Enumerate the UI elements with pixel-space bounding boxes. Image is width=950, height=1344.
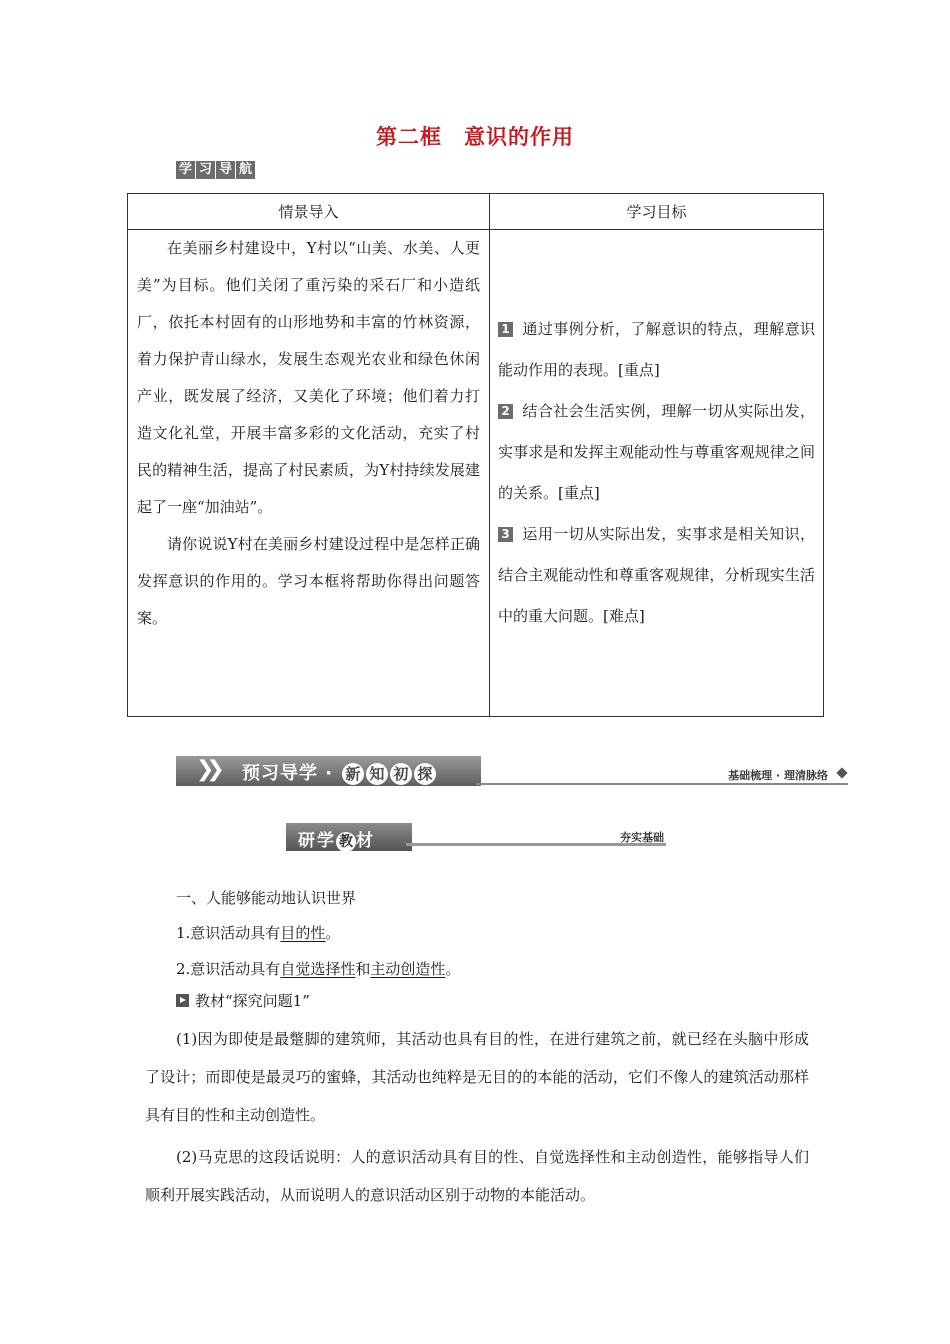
circled-char: 教 <box>336 832 356 852</box>
number-badge-icon: 3 <box>498 527 513 542</box>
scenario-question: 请你说说Y村在美丽乡村建设过程中是怎样正确发挥意识的作用的。学习本框将帮助你得出问题答案。 <box>137 535 480 627</box>
underlined-term: 主动创造性 <box>370 960 446 978</box>
tag-char: 学 <box>176 161 195 179</box>
title-part1: 第二框 <box>376 125 442 149</box>
point-text: 。 <box>445 960 461 978</box>
study-guide-tag <box>176 161 255 179</box>
double-chevron-icon: ❯❯ <box>196 757 217 782</box>
number-badge-icon: 1 <box>498 322 513 337</box>
page-title <box>0 121 950 151</box>
point-text: 1.意识活动具有 <box>176 924 281 942</box>
circled-char: 知 <box>366 763 388 785</box>
point-text: 和 <box>355 960 371 978</box>
banner-rule <box>476 783 848 785</box>
material-label <box>176 990 310 1011</box>
section-heading: 一、人能够能动地认识世界 <box>176 889 357 907</box>
tag-char: 导 <box>216 161 235 179</box>
banner-text: 预习导学 <box>242 763 318 784</box>
answer-2: (2)马克思的这段话说明：人的意识活动具有目的性、自觉选择性和主动创造性，能够指导人们顺利开展实践活动，从而说明人的意识活动区别于动物的本能活动。 <box>145 1148 809 1204</box>
banner-subtitle: 基础梳理 · 理清脉络 <box>728 769 828 782</box>
diamond-icon <box>836 767 847 778</box>
underlined-term: 目的性 <box>280 924 326 942</box>
goal-text: 结合社会生活实例，理解一切从实际出发，实事求是和发挥主观能动性与尊重客观规律之间的关系。[重点] <box>498 402 815 502</box>
circled-char: 初 <box>390 763 412 785</box>
scenario-paragraph: 在美丽乡村建设中，Y村以“山美、水美、人更美”为目标。他们关闭了重污染的采石厂和小造纸厂，依托本村固有的山形地势和丰富的竹林资源，着力保护青山绿水，发展生态观光农业和绿色休闲产业，既发展了经济，又美化了环境；他们着力打造文化礼堂，开展丰富多彩的文化活动，充实了村民的精神生活，提高了村民素质，为Y村持续发展建起了一座“加油站”。 <box>137 239 480 516</box>
banner-text: 学 <box>317 831 336 851</box>
goal-item <box>498 391 815 514</box>
title-part2: 意识的作用 <box>464 125 574 149</box>
circled-char: 探 <box>414 763 436 785</box>
goal-text: 运用一切从实际出发，实事求是相关知识，结合主观能动性和尊重客观规律，分析现实生活中的重大问题。[难点] <box>498 525 815 625</box>
banner-dot: · <box>325 763 334 784</box>
material-label-text: 教材“探究问题1” <box>195 992 310 1010</box>
goal-text: 通过事例分析，了解意识的特点，理解意识能动作用的表现。[重点] <box>498 320 815 379</box>
banner-label <box>298 826 375 852</box>
goal-item <box>498 309 815 391</box>
point-text: 2.意识活动具有 <box>176 960 281 978</box>
banner-text: 研 <box>298 831 317 851</box>
point-1 <box>176 922 340 943</box>
guide-table <box>127 193 824 717</box>
underlined-term: 自觉选择性 <box>280 960 356 978</box>
preview-banner <box>176 753 848 787</box>
circled-char: 新 <box>342 763 364 785</box>
goal-item <box>498 514 815 637</box>
play-triangle-icon <box>176 994 189 1007</box>
answer-1: (1)因为即使是最蹩脚的建筑师，其活动也具有目的性，在进行建筑之前，就已经在头脑中形成了设计；而即使是最灵巧的蜜蜂，其活动也纯粹是无目的的本能的活动，它们不像人的建筑活动那样具有目的性和主动创造性。 <box>145 1030 809 1124</box>
tag-char: 习 <box>196 161 215 179</box>
study-material-banner <box>286 823 666 851</box>
banner-text: 材 <box>356 831 375 851</box>
number-badge-icon: 2 <box>498 404 513 419</box>
goals-header: 学习目标 <box>490 194 824 230</box>
point-2 <box>176 958 460 979</box>
banner-label <box>242 759 436 785</box>
banner-subtitle: 夯实基础 <box>620 831 664 844</box>
scenario-header: 情景导入 <box>128 194 490 230</box>
scenario-cell <box>128 230 490 717</box>
point-text: 。 <box>325 924 341 942</box>
goals-cell <box>490 230 824 717</box>
tag-char: 航 <box>236 161 255 179</box>
